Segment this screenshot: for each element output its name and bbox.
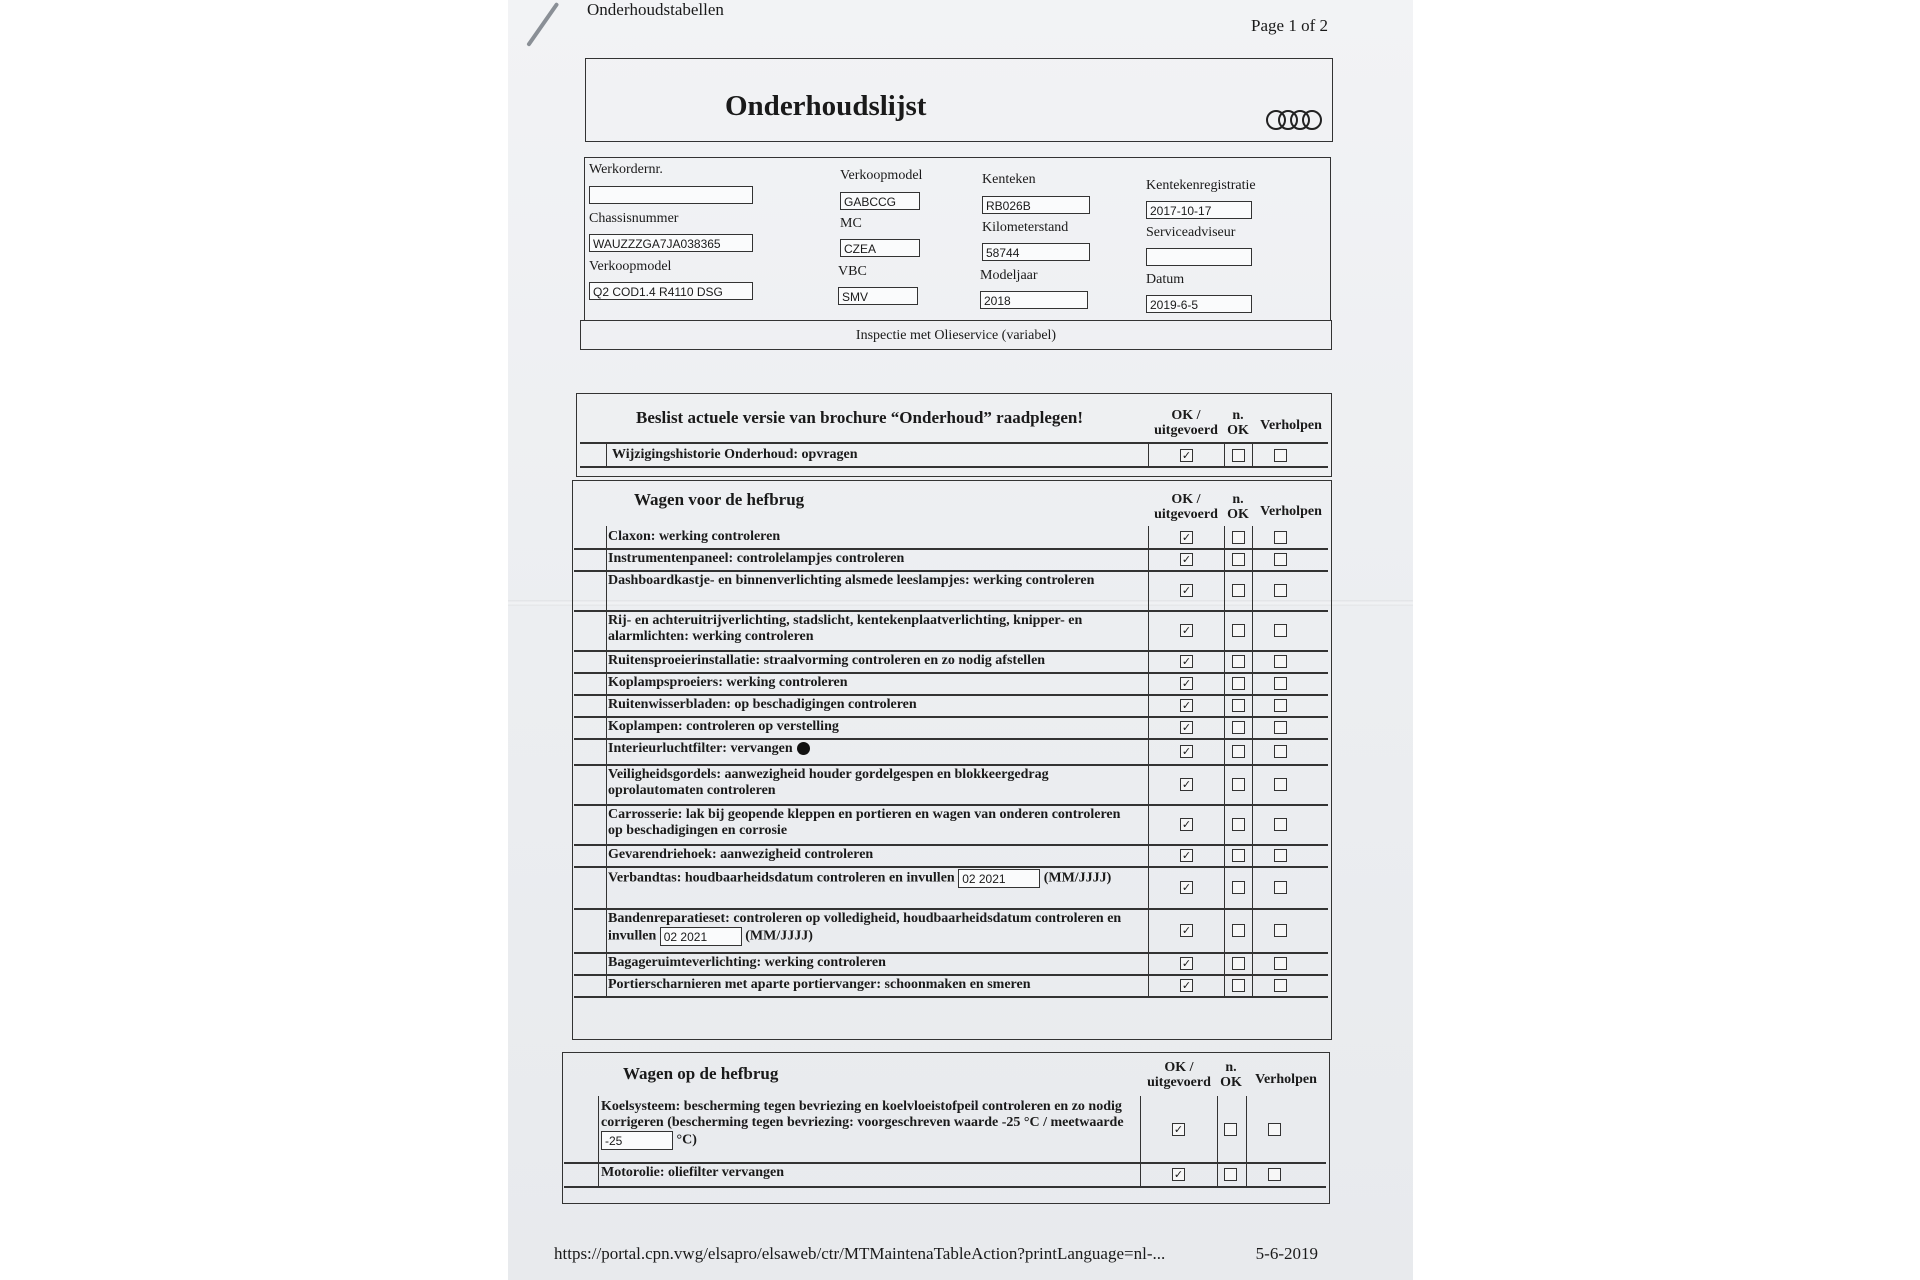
- row-divider: [574, 908, 1328, 910]
- checklist-item-text: [608, 573, 1138, 589]
- column-divider: [1224, 444, 1225, 466]
- row-divider: [574, 650, 1328, 652]
- column-divider: [606, 444, 607, 466]
- checklist-item-text: [608, 675, 1138, 691]
- checklist-item-text: [608, 807, 1138, 839]
- not-ok-checkbox[interactable]: [1224, 1123, 1237, 1136]
- chassis-field: WAUZZZGA7JA038365: [589, 234, 753, 252]
- ok-checkbox[interactable]: ✓: [1181, 624, 1192, 637]
- ok-checkbox[interactable]: ✓: [1181, 745, 1192, 758]
- column-divider: [1252, 526, 1253, 996]
- checklist-item-text: [608, 719, 1138, 735]
- modeljaar-label: Modeljaar: [980, 268, 1038, 283]
- kentekenregistratie-label: Kentekenregistratie: [1146, 178, 1256, 193]
- column-ok-3: OK / uitgevoerd: [1147, 1060, 1211, 1090]
- row-divider: [564, 1186, 1326, 1188]
- checklist-value-field: -25: [601, 1131, 673, 1150]
- not-ok-checkbox[interactable]: [1232, 924, 1245, 937]
- row-divider: [574, 952, 1328, 954]
- checklist-item-label: Ruitensproeierinstallatie: straalvorming controleren en zo nodig afstellen: [608, 653, 1046, 668]
- row-divider: [574, 738, 1328, 740]
- checklist-item-label: Koelsysteem: bescherming tegen bevriezing en koelvloeistofpeil controleren en zo nodig corrigeren (bescherming tegen bevriezing: voorgeschreven waarde -25 °C / meetwaarde: [601, 1099, 1124, 1130]
- checklist-item-text: [608, 911, 1138, 946]
- checklist-unit: (MM/JJJJ): [745, 928, 813, 944]
- verholpen-checkbox[interactable]: [1268, 1123, 1281, 1136]
- row-divider: [574, 716, 1328, 718]
- checklist-item-text: [608, 955, 1138, 971]
- not-ok-checkbox[interactable]: [1224, 1168, 1237, 1181]
- row-divider: [580, 466, 1328, 468]
- column-nok-2: n. OK: [1227, 492, 1249, 522]
- verkoopmodel-label: Verkoopmodel: [589, 259, 672, 274]
- checklist-item-text: [608, 613, 1138, 645]
- ok-checkbox[interactable]: ✓: [1181, 778, 1192, 791]
- checklist-item-text: [601, 1099, 1131, 1150]
- datum-field: 2019-6-5: [1146, 295, 1252, 313]
- verholpen-checkbox[interactable]: [1274, 624, 1287, 637]
- section-wagen-op-hefbrug-title: Wagen op de hefbrug: [623, 1064, 779, 1083]
- checklist-item-text: [608, 551, 1138, 567]
- ok-checkbox[interactable]: ✓: [1181, 721, 1192, 734]
- ok-checkbox[interactable]: ✓: [1181, 677, 1192, 690]
- serviceadviseur-field: [1146, 248, 1252, 266]
- not-ok-checkbox[interactable]: [1232, 699, 1245, 712]
- row-divider: [574, 694, 1328, 696]
- kentekenregistratie-field: 2017-10-17: [1146, 201, 1252, 219]
- not-ok-checkbox[interactable]: [1232, 655, 1245, 668]
- checklist-item-label: Carrosserie: lak bij geopende kleppen en portieren en wagen van onderen controleren op beschadigingen en corrosie: [608, 807, 1121, 838]
- row-divider: [574, 570, 1328, 572]
- checklist-item-label: Bagageruimteverlichting: werking controleren: [608, 955, 886, 970]
- ok-checkbox[interactable]: ✓: [1181, 818, 1192, 831]
- ok-checkbox[interactable]: ✓: [1173, 1168, 1184, 1181]
- checklist-value-field: 02 2021: [660, 927, 742, 946]
- not-ok-checkbox[interactable]: [1232, 584, 1245, 597]
- row-divider: [574, 764, 1328, 766]
- checklist-item-label: Veiligheidsgordels: aanwezigheid houder gordelgespen en blokkeergedrag oprolautomaten controleren: [608, 767, 1049, 798]
- mc-label: MC: [840, 216, 862, 231]
- column-ok: OK / uitgevoerd: [1154, 408, 1218, 438]
- verholpen-checkbox[interactable]: [1274, 721, 1287, 734]
- checklist-item-text: [608, 529, 1138, 545]
- checklist-item-text: [608, 653, 1138, 669]
- column-divider: [1246, 1096, 1247, 1186]
- werkordernr-field: [589, 186, 753, 204]
- column-divider: [1148, 526, 1149, 996]
- checklist-item-label: Gevarendriehoek: aanwezigheid controleren: [608, 847, 874, 862]
- verholpen-checkbox[interactable]: [1274, 655, 1287, 668]
- verkoopmodel-code-field: GABCCG: [840, 192, 920, 210]
- verholpen-checkbox[interactable]: [1274, 745, 1287, 758]
- four-rings-logo: [1266, 108, 1324, 130]
- verholpen-checkbox[interactable]: [1268, 1168, 1281, 1181]
- ok-checkbox[interactable]: ✓: [1181, 655, 1192, 668]
- checklist-unit: (MM/JJJJ): [1043, 870, 1112, 886]
- verholpen-checkbox[interactable]: [1274, 677, 1287, 690]
- ok-checkbox[interactable]: ✓: [1181, 957, 1192, 970]
- verholpen-checkbox[interactable]: [1274, 818, 1287, 831]
- ok-checkbox[interactable]: ✓: [1181, 881, 1192, 894]
- modeljaar-field: 2018: [980, 291, 1088, 309]
- checklist-item-label: Portierscharnieren met aparte portiervanger: schoonmaken en smeren: [608, 977, 1031, 992]
- checklist-item-text: [608, 847, 1138, 863]
- service-type-box: Inspectie met Olieservice (variabel): [580, 320, 1332, 350]
- checklist-item-label: Ruitenwisserbladen: op beschadigingen controleren: [608, 697, 917, 712]
- column-verholpen-2: Verholpen: [1260, 504, 1322, 519]
- title-box: [585, 58, 1333, 142]
- footer-date: 5-6-2019: [1255, 1244, 1318, 1263]
- not-ok-checkbox[interactable]: [1232, 745, 1245, 758]
- not-ok-checkbox[interactable]: [1232, 677, 1245, 690]
- verholpen-checkbox[interactable]: [1274, 881, 1287, 894]
- datum-label: Datum: [1146, 272, 1185, 287]
- checklist-item-text: [608, 741, 1138, 757]
- checklist-item-label: Interieurluchtfilter: vervangen: [608, 741, 793, 756]
- column-nok-3: n. OK: [1220, 1060, 1242, 1090]
- not-ok-checkbox[interactable]: [1232, 778, 1245, 791]
- verholpen-checkbox[interactable]: [1274, 924, 1287, 937]
- verholpen-checkbox[interactable]: [1274, 584, 1287, 597]
- row-divider: [564, 1162, 1326, 1164]
- not-ok-checkbox[interactable]: [1232, 957, 1245, 970]
- column-verholpen: Verholpen: [1260, 418, 1322, 433]
- row-divider: [574, 672, 1328, 674]
- serviceadviseur-label: Serviceadviseur: [1146, 225, 1236, 240]
- column-divider: [1252, 444, 1253, 466]
- column-divider: [1140, 1096, 1141, 1186]
- werkordernr-label: Werkordernr.: [589, 162, 663, 177]
- filled-circle-icon: [797, 742, 810, 755]
- verholpen-checkbox[interactable]: [1274, 449, 1287, 462]
- checklist-item-label: Wijzigingshistorie Onderhoud: opvragen: [612, 447, 858, 462]
- column-divider: [606, 526, 607, 996]
- not-ok-checkbox[interactable]: [1232, 553, 1245, 566]
- mc-field: CZEA: [840, 239, 920, 257]
- checklist-item-text: [608, 869, 1138, 888]
- ok-checkbox[interactable]: ✓: [1181, 531, 1192, 544]
- checklist-item-text: [608, 697, 1138, 713]
- verholpen-checkbox[interactable]: [1274, 778, 1287, 791]
- checklist-item-text: [612, 447, 1132, 463]
- vbc-label: VBC: [838, 264, 867, 279]
- not-ok-checkbox[interactable]: [1232, 531, 1245, 544]
- verholpen-checkbox[interactable]: [1274, 531, 1287, 544]
- row-divider: [574, 996, 1328, 998]
- document-page: [508, 0, 1413, 1280]
- checklist-unit: °C): [676, 1132, 697, 1148]
- ok-checkbox[interactable]: ✓: [1173, 1123, 1184, 1136]
- row-divider: [574, 804, 1328, 806]
- header-section-name: Onderhoudstabellen: [587, 0, 724, 19]
- ok-checkbox[interactable]: ✓: [1181, 449, 1192, 462]
- checklist-item-label: Koplampsproeiers: werking controleren: [608, 675, 848, 690]
- not-ok-checkbox[interactable]: [1232, 624, 1245, 637]
- verholpen-checkbox[interactable]: [1274, 553, 1287, 566]
- not-ok-checkbox[interactable]: [1232, 849, 1245, 862]
- ok-checkbox[interactable]: ✓: [1181, 699, 1192, 712]
- verholpen-checkbox[interactable]: [1274, 957, 1287, 970]
- not-ok-checkbox[interactable]: [1232, 721, 1245, 734]
- verholpen-checkbox[interactable]: [1274, 979, 1287, 992]
- checklist-item-label: Bandenreparatieset: controleren op volledigheid, houdbaarheidsdatum controleren en invullen: [608, 911, 1122, 944]
- not-ok-checkbox[interactable]: [1232, 449, 1245, 462]
- checklist-item-label: Dashboardkastje- en binnenverlichting alsmede leeslampjes: werking controleren: [608, 573, 1095, 588]
- kilometerstand-label: Kilometerstand: [982, 220, 1069, 235]
- verholpen-checkbox[interactable]: [1274, 849, 1287, 862]
- column-divider: [1148, 444, 1149, 466]
- column-verholpen-3: Verholpen: [1255, 1072, 1317, 1087]
- row-divider: [574, 610, 1328, 612]
- vbc-field: SMV: [838, 287, 918, 305]
- kilometerstand-field: 58744: [982, 243, 1090, 261]
- checklist-item-label: Rij- en achteruitrijverlichting, stadslicht, kentekenplaatverlichting, knipper- en alarmlichten: werking controleren: [608, 613, 1083, 644]
- checklist-item-text: [601, 1165, 1131, 1181]
- kenteken-field: RB026B: [982, 196, 1090, 214]
- column-divider: [1217, 1096, 1218, 1186]
- chassis-label: Chassisnummer: [589, 211, 679, 226]
- column-divider: [1224, 526, 1225, 996]
- ok-checkbox[interactable]: ✓: [1181, 924, 1192, 937]
- checklist-item-label: Claxon: werking controleren: [608, 529, 781, 544]
- not-ok-checkbox[interactable]: [1232, 881, 1245, 894]
- ok-checkbox[interactable]: ✓: [1181, 584, 1192, 597]
- not-ok-checkbox[interactable]: [1232, 979, 1245, 992]
- checklist-item-text: [608, 977, 1138, 993]
- column-ok-2: OK / uitgevoerd: [1154, 492, 1218, 522]
- not-ok-checkbox[interactable]: [1232, 818, 1245, 831]
- row-divider: [574, 866, 1328, 868]
- checklist-item-label: Motorolie: oliefilter vervangen: [601, 1165, 784, 1180]
- column-divider: [598, 1096, 599, 1186]
- row-divider: [574, 548, 1328, 550]
- column-nok: n. OK: [1227, 408, 1249, 438]
- ok-checkbox[interactable]: ✓: [1181, 849, 1192, 862]
- verkoopmodel-field: Q2 COD1.4 R4110 DSG: [589, 282, 753, 300]
- footer-url: https://portal.cpn.vwg/elsapro/elsaweb/ctr/MTMaintenaTableAction?printLanguage=nl-...: [554, 1244, 1166, 1263]
- ok-checkbox[interactable]: ✓: [1181, 979, 1192, 992]
- row-divider: [574, 974, 1328, 976]
- verholpen-checkbox[interactable]: [1274, 699, 1287, 712]
- checklist-item-label: Koplampen: controleren op verstelling: [608, 719, 839, 734]
- row-divider: [574, 844, 1328, 846]
- checklist-item-label: Instrumentenpaneel: controlelampjes controleren: [608, 551, 905, 566]
- section-wagen-voor-hefbrug-title: Wagen voor de hefbrug: [634, 490, 805, 509]
- checklist-item-text: [608, 767, 1138, 799]
- staple: [526, 2, 559, 47]
- section-brochure-title: Beslist actuele versie van brochure “Onderhoud” raadplegen!: [636, 408, 1084, 427]
- checklist-item-label: Verbandtas: houdbaarheidsdatum controleren en invullen: [608, 870, 955, 886]
- document-title: Onderhoudslijst: [725, 90, 927, 122]
- ok-checkbox[interactable]: ✓: [1181, 553, 1192, 566]
- kenteken-label: Kenteken: [982, 172, 1036, 187]
- verkoopmodel-code-label: Verkoopmodel: [840, 168, 923, 183]
- page-number: Page 1 of 2: [1251, 16, 1328, 35]
- checklist-value-field: 02 2021: [958, 869, 1040, 888]
